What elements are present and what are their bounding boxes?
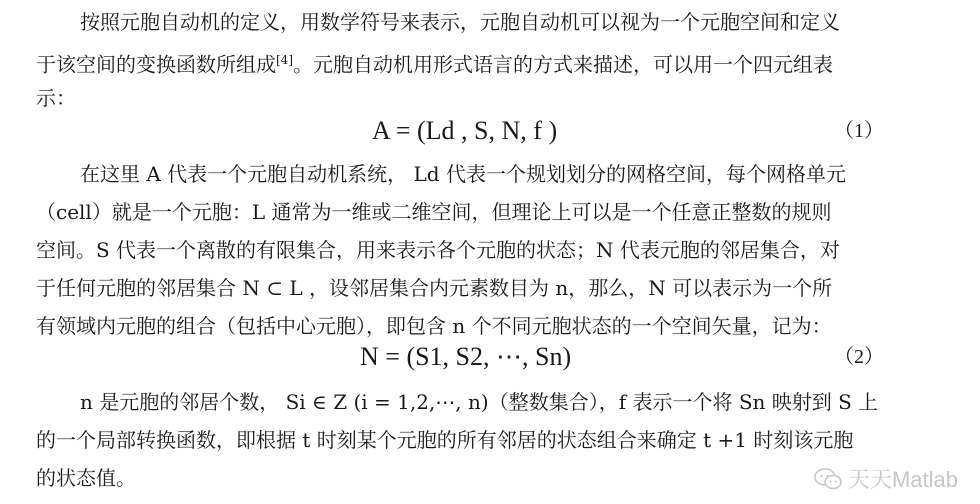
citation-ref: [4]	[276, 53, 293, 67]
paragraph1-line2-text: 于该空间的变换函数所组成	[36, 52, 276, 77]
paragraph3-line2: 的一个局部转换函数，即根据 t 时刻某个元胞的所有邻居的状态组合来确定 t +1 时刻该元胞	[36, 428, 854, 452]
paragraph2-line4: 于任何元胞的邻居集合 N ⊂ L ，设邻居集合内元素数目为 n，那么，N 可以表示为一个所	[36, 276, 833, 300]
paragraph2-line5: 有领域内元胞的组合（包括中心元胞），即包含 n 个不同元胞状态的一个空间矢量，记为：	[36, 314, 832, 338]
watermark-text: 天天Matlab	[847, 467, 958, 492]
paragraph1-line2-rest: 。元胞自动机用形式语言的方式来描述，可以用一个四元组表	[293, 52, 833, 77]
watermark	[814, 463, 958, 494]
paragraph2-line1: 在这里 A 代表一个元胞自动机系统， Ld 代表一个规划划分的网格空间，每个网格单元	[80, 162, 846, 186]
equation-2: N = (S1, S2, ⋯, Sn)	[360, 342, 572, 371]
wechat-icon	[814, 468, 842, 490]
paragraph3-line3: 的状态值。	[36, 466, 136, 490]
paragraph1-line1: 按照元胞自动机的定义，用数学符号来表示，元胞自动机可以视为一个元胞空间和定义	[80, 10, 840, 34]
paragraph2-line2: （cell）就是一个元胞：L 通常为一维或二维空间，但理论上可以是一个任意正整数的规则	[36, 200, 832, 224]
paragraph1-line3: 示：	[36, 86, 76, 110]
paragraph2-line3: 空间。S 代表一个离散的有限集合，用来表示各个元胞的状态；N 代表元胞的邻居集合，对	[36, 238, 840, 262]
paragraph1-line2	[36, 46, 833, 76]
equation-2-number: （2）	[834, 346, 884, 368]
equation-1-number: （1）	[834, 120, 884, 142]
equation-1: A = (Ld , S, N, f )	[372, 116, 558, 145]
paragraph3-line1: n 是元胞的邻居个数， Si ∈ Z (i = 1,2,⋯, n)（整数集合），f 表示一个将 Sn 映射到 S 上	[80, 390, 879, 414]
